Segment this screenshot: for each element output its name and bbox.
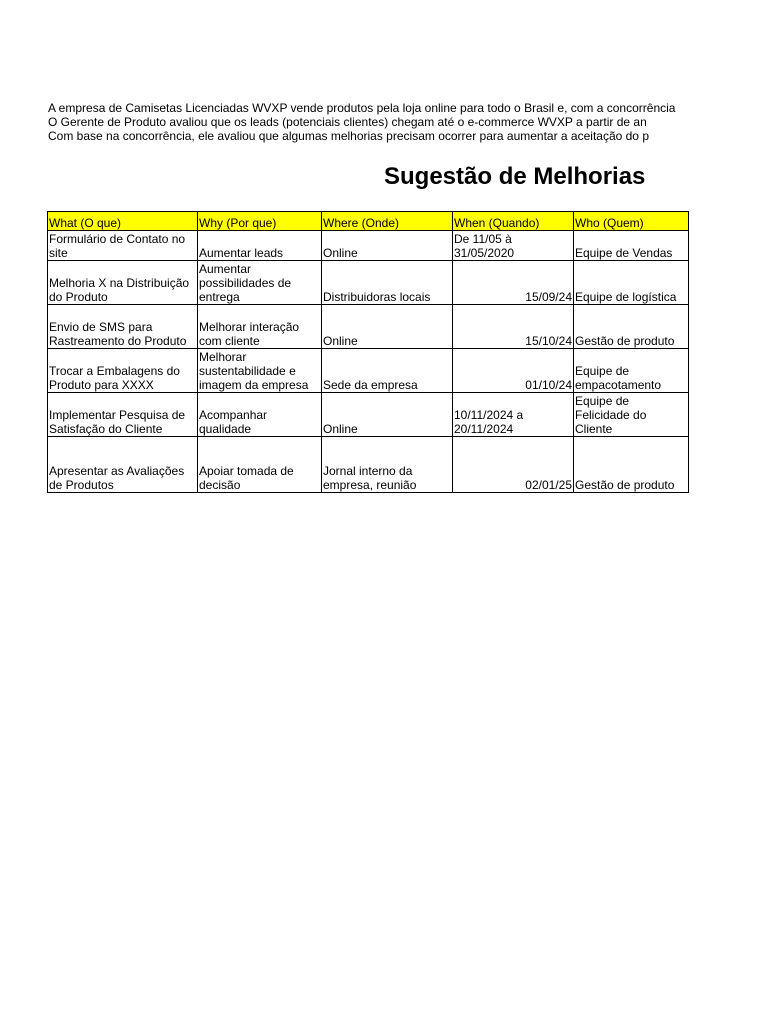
header-why: Why (Por que) <box>198 212 322 231</box>
table-row <box>48 305 689 349</box>
cell-where: Online <box>322 231 453 261</box>
cell-what: Envio de SMS para Rastreamento do Produto <box>48 305 198 349</box>
cell-why: Melhorar sustentabilidade e imagem da empresa <box>198 349 322 393</box>
cell-when: 15/09/24 <box>453 261 574 305</box>
table-row <box>48 231 689 261</box>
cell-why: Melhorar interação com cliente <box>198 305 322 349</box>
intro-text <box>48 101 696 143</box>
cell-what: Apresentar as Avaliações de Produtos <box>48 437 198 493</box>
cell-who: Equipe de logística <box>574 261 689 305</box>
cell-who: Gestão de produto <box>574 305 689 349</box>
header-who: Who (Quem) <box>574 212 689 231</box>
table-header-row <box>48 212 689 231</box>
cell-where: Jornal interno da empresa, reunião <box>322 437 453 493</box>
cell-what: Formulário de Contato no site <box>48 231 198 261</box>
cell-what: Implementar Pesquisa de Satisfação do Cliente <box>48 393 198 437</box>
cell-where: Online <box>322 305 453 349</box>
cell-why: Apoiar tomada de decisão <box>198 437 322 493</box>
cell-why: Aumentar leads <box>198 231 322 261</box>
cell-who: Equipe de empacotamento <box>574 349 689 393</box>
header-what: What (O que) <box>48 212 198 231</box>
header-when: When (Quando) <box>453 212 574 231</box>
intro-line: A empresa de Camisetas Licenciadas WVXP vende produtos pela loja online para todo o Brasil e, com a concorrência <box>48 101 676 115</box>
page-title: Sugestão de Melhorias <box>384 163 646 190</box>
table-row <box>48 437 689 493</box>
cell-who: Equipe de Felicidade do Cliente <box>574 393 689 437</box>
cell-where: Distribuidoras locais <box>322 261 453 305</box>
table-row <box>48 393 689 437</box>
table-row <box>48 261 689 305</box>
cell-when: 02/01/25 <box>453 437 574 493</box>
cell-when: 10/11/2024 a 20/11/2024 <box>453 393 574 437</box>
cell-who: Gestão de produto <box>574 437 689 493</box>
cell-when: De 11/05 à 31/05/2020 <box>453 231 574 261</box>
cell-why: Acompanhar qualidade <box>198 393 322 437</box>
cell-where: Sede da empresa <box>322 349 453 393</box>
table-row <box>48 349 689 393</box>
cell-why: Aumentar possibilidades de entrega <box>198 261 322 305</box>
cell-when: 01/10/24 <box>453 349 574 393</box>
improvement-table <box>47 211 689 493</box>
intro-line: Com base na concorrência, ele avaliou que algumas melhorias precisam ocorrer para aumentar a aceitação do p <box>48 129 649 143</box>
intro-line: O Gerente de Produto avaliou que os leads (potenciais clientes) chegam até o e-commerce WVXP a partir de an <box>48 115 647 129</box>
cell-where: Online <box>322 393 453 437</box>
header-where: Where (Onde) <box>322 212 453 231</box>
cell-who: Equipe de Vendas <box>574 231 689 261</box>
cell-what: Trocar a Embalagens do Produto para XXXX <box>48 349 198 393</box>
cell-what: Melhoria X na Distribuição do Produto <box>48 261 198 305</box>
cell-when: 15/10/24 <box>453 305 574 349</box>
